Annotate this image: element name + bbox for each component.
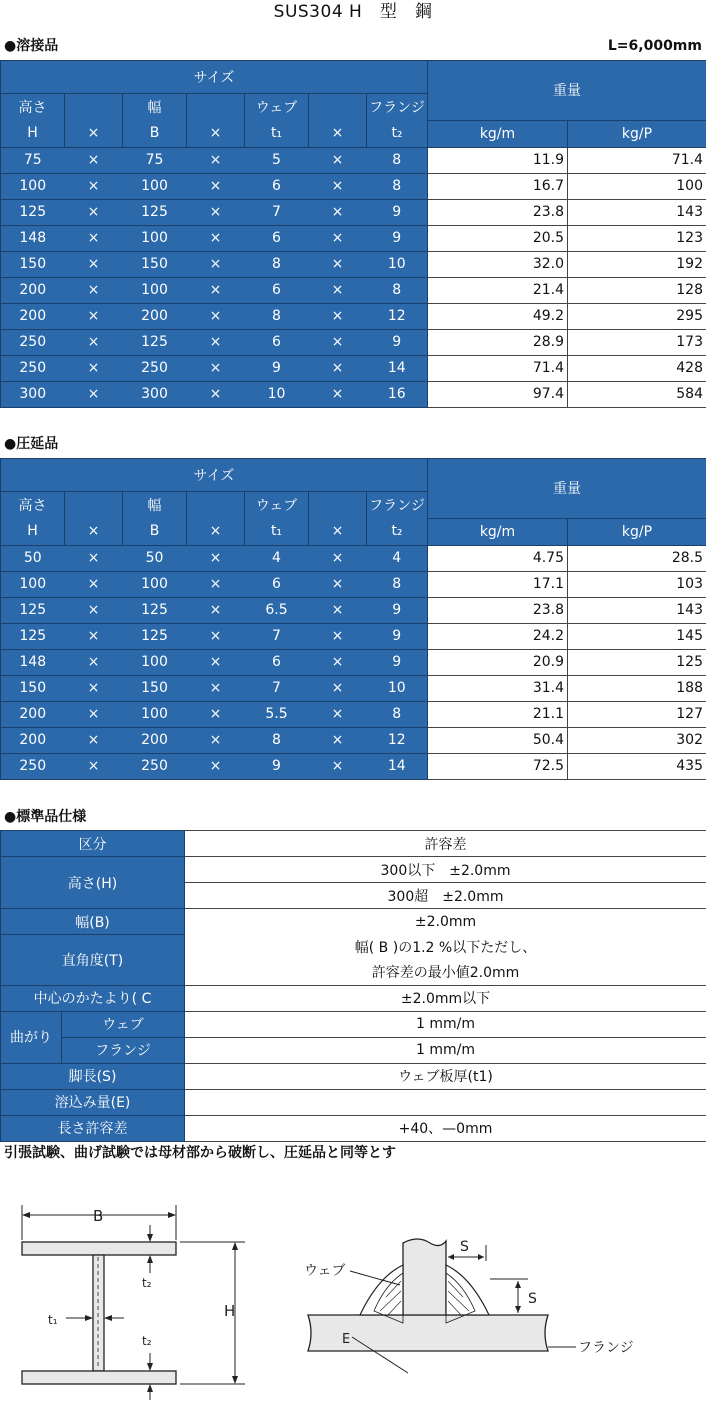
squareness-tol-2: 許容差の最小値2.0mm [185,960,706,986]
times-sign: × [187,381,245,407]
cell-t1: 6 [245,173,309,199]
bend-flange-label: フランジ [62,1037,185,1063]
cell-kgm: 16.7 [428,173,568,199]
flange-label: フランジ [367,94,428,121]
bend-web-tol: 1 mm/m [185,1011,706,1037]
cell-h: 200 [1,277,65,303]
cell-kgm: 32.0 [428,251,568,277]
cell-b: 50 [123,545,187,571]
table-row [1,303,706,329]
cell-kgm: 17.1 [428,571,568,597]
times-sign: × [309,727,367,753]
table-row [1,173,706,199]
label-t2-bottom: t₂ [142,1334,152,1348]
t2-symbol: t₂ [367,518,428,545]
table-row [1,675,706,701]
times-sign: × [65,120,123,147]
t2-symbol: t₂ [367,120,428,147]
cell-kgm: 23.8 [428,597,568,623]
times-sign: × [309,199,367,225]
times-sign: × [309,147,367,173]
cell-t1: 7 [245,623,309,649]
weight-header: 重量 [428,459,706,519]
times-sign: × [65,675,123,701]
cell-t1: 8 [245,303,309,329]
times-sign: × [65,147,123,173]
cell-b: 200 [123,727,187,753]
cell-t2: 9 [367,199,428,225]
cell-b: 100 [123,701,187,727]
label-s-side: S [528,1291,537,1307]
cell-h: 200 [1,701,65,727]
cell-kgp: 188 [568,675,706,701]
b-symbol: B [123,518,187,545]
cell-h: 100 [1,571,65,597]
width-label: 幅 [123,492,187,519]
cell-b: 75 [123,147,187,173]
times-sign: × [187,173,245,199]
cell-h: 150 [1,675,65,701]
width-spec-label: 幅(B) [1,909,185,935]
times-sign: × [187,518,245,545]
label-t2-top: t₂ [142,1276,152,1290]
test-note: 引張試験、曲げ試験では母材部から破断し、圧延品と同等とす [4,1145,396,1161]
width-tol: ±2.0mm [185,909,706,935]
kgp-header: kg/P [568,120,706,147]
rolled-table-header [1,459,706,546]
times-sign: × [309,381,367,407]
cell-t2: 10 [367,675,428,701]
cell-h: 100 [1,173,65,199]
welded-section-label: ●溶接品 [4,38,59,54]
cell-kgp: 28.5 [568,545,706,571]
times-sign: × [65,277,123,303]
times-sign: × [65,329,123,355]
tolerance-header: 許容差 [185,831,706,857]
times-sign: × [65,355,123,381]
size-header: サイズ [1,61,428,94]
cell-b: 150 [123,251,187,277]
cell-t2: 12 [367,727,428,753]
kgp-header: kg/P [568,518,706,545]
cell-t2: 12 [367,303,428,329]
cell-h: 125 [1,623,65,649]
cell-t2: 4 [367,545,428,571]
table-row [1,147,706,173]
cell-kgp: 295 [568,303,706,329]
cell-kgp: 103 [568,571,706,597]
spec-table [0,830,706,1142]
cell-b: 100 [123,173,187,199]
label-s-top: S [460,1239,469,1255]
times-sign: × [65,381,123,407]
label-web: ウェブ [304,1263,346,1279]
web-plate [403,1239,446,1315]
cell-b: 100 [123,277,187,303]
table-row [1,199,706,225]
cell-kgp: 71.4 [568,147,706,173]
times-sign: × [187,701,245,727]
cell-t1: 6 [245,277,309,303]
times-sign: × [309,649,367,675]
times-sign: × [309,225,367,251]
cell-kgm: 20.9 [428,649,568,675]
table-row [1,649,706,675]
t1-symbol: t₁ [245,120,309,147]
times-sign: × [65,199,123,225]
cell-t2: 14 [367,753,428,779]
times-sign: × [309,571,367,597]
cell-kgp: 145 [568,623,706,649]
times-sign: × [65,753,123,779]
cell-t1: 6.5 [245,597,309,623]
times-sign: × [309,518,367,545]
times-sign: × [187,623,245,649]
times-sign: × [187,147,245,173]
cell-kgp: 143 [568,597,706,623]
cell-b: 100 [123,571,187,597]
squareness-label: 直角度(T) [1,935,185,986]
flange-label: フランジ [367,492,428,519]
cell-b: 200 [123,303,187,329]
cell-h: 148 [1,649,65,675]
times-sign: × [309,173,367,199]
table-row [1,329,706,355]
times-sign: × [187,675,245,701]
cell-t1: 5.5 [245,701,309,727]
cell-kgm: 23.8 [428,199,568,225]
cell-h: 75 [1,147,65,173]
times-sign: × [65,545,123,571]
times-sign: × [309,753,367,779]
cell-t1: 6 [245,571,309,597]
table-row [1,225,706,251]
times-sign: × [309,251,367,277]
cell-kgm: 72.5 [428,753,568,779]
cell-t1: 4 [245,545,309,571]
height-tol-2: 300超 ±2.0mm [185,883,706,909]
length-label: L=6,000mm [607,38,702,54]
cell-kgm: 21.4 [428,277,568,303]
cell-t1: 8 [245,251,309,277]
cell-t2: 16 [367,381,428,407]
cell-t2: 9 [367,623,428,649]
cell-kgm: 11.9 [428,147,568,173]
height-tol-1: 300以下 ±2.0mm [185,857,706,883]
cell-h: 250 [1,329,65,355]
times-sign: × [309,303,367,329]
cell-t2: 9 [367,649,428,675]
times-sign: × [65,303,123,329]
cell-kgm: 50.4 [428,727,568,753]
table-row [1,597,706,623]
times-sign: × [309,623,367,649]
cell-b: 125 [123,329,187,355]
cell-t1: 9 [245,753,309,779]
label-t1: t₁ [48,1313,58,1327]
cell-b: 125 [123,623,187,649]
cell-kgm: 20.5 [428,225,568,251]
cell-kgm: 31.4 [428,675,568,701]
b-symbol: B [123,120,187,147]
label-b: B [93,1207,104,1225]
h-beam-diagram [0,1185,280,1411]
cell-b: 250 [123,753,187,779]
times-sign: × [187,277,245,303]
cell-h: 200 [1,303,65,329]
times-sign: × [309,545,367,571]
times-sign: × [187,355,245,381]
leg-length-tol: ウェブ板厚(t1) [185,1063,706,1089]
cell-t1: 7 [245,675,309,701]
cell-t2: 9 [367,329,428,355]
length-tol-label: 長さ許容差 [1,1115,185,1141]
times-sign: × [65,701,123,727]
cell-kgm: 97.4 [428,381,568,407]
cell-b: 300 [123,381,187,407]
penetration-label: 溶込み量(E) [1,1089,185,1115]
times-sign: × [65,623,123,649]
cell-kgp: 173 [568,329,706,355]
cell-t1: 6 [245,329,309,355]
cell-kgm: 21.1 [428,701,568,727]
times-sign: × [309,120,367,147]
page-title: SUS304 H 型 鋼 [273,2,433,22]
table-row [1,753,706,779]
times-sign: × [187,545,245,571]
cell-kgp: 584 [568,381,706,407]
times-sign: × [187,303,245,329]
cell-kgp: 128 [568,277,706,303]
height-label: 高さ [1,94,65,121]
weight-header: 重量 [428,61,706,121]
squareness-tol-1: 幅( B )の1.2 %以下ただし、 [185,935,706,960]
cell-t2: 8 [367,277,428,303]
cell-h: 125 [1,597,65,623]
cell-t2: 8 [367,147,428,173]
height-label: 高さ [1,492,65,519]
cell-h: 148 [1,225,65,251]
cell-kgm: 49.2 [428,303,568,329]
cell-b: 150 [123,675,187,701]
cell-kgp: 100 [568,173,706,199]
leg-length-label: 脚長(S) [1,1063,185,1089]
size-header: サイズ [1,459,428,492]
rolled-table [0,458,706,780]
cell-h: 200 [1,727,65,753]
times-sign: × [65,225,123,251]
penetration-tol [185,1089,706,1115]
times-sign: × [187,649,245,675]
web-label: ウェブ [245,94,309,121]
cell-t2: 14 [367,355,428,381]
times-sign: × [187,597,245,623]
table-row [1,355,706,381]
cell-kgm: 71.4 [428,355,568,381]
cell-kgm: 28.9 [428,329,568,355]
cell-t2: 8 [367,571,428,597]
cell-kgp: 192 [568,251,706,277]
times-sign: × [309,597,367,623]
category-header: 区分 [1,831,185,857]
cell-t1: 10 [245,381,309,407]
welded-table-body [1,147,706,407]
cell-kgp: 127 [568,701,706,727]
welded-table [0,60,706,408]
cell-t2: 9 [367,597,428,623]
cell-t1: 9 [245,355,309,381]
offset-label: 中心のかたより( C [1,985,185,1011]
times-sign: × [309,701,367,727]
cell-kgp: 302 [568,727,706,753]
times-sign: × [187,120,245,147]
times-sign: × [65,571,123,597]
times-sign: × [65,727,123,753]
cell-t2: 10 [367,251,428,277]
rolled-section-label: ●圧延品 [4,436,59,452]
cell-b: 100 [123,225,187,251]
cell-kgp: 123 [568,225,706,251]
web-label: ウェブ [245,492,309,519]
table-row [1,381,706,407]
cell-h: 300 [1,381,65,407]
cell-h: 150 [1,251,65,277]
cell-h: 50 [1,545,65,571]
cell-kgm: 24.2 [428,623,568,649]
cell-b: 125 [123,597,187,623]
height-spec-label: 高さ(H) [1,857,185,909]
times-sign: × [187,199,245,225]
weld-detail-diagram [290,1225,690,1385]
table-row [1,571,706,597]
length-tol: +40、—0mm [185,1115,706,1141]
table-row [1,623,706,649]
cell-t1: 6 [245,649,309,675]
bend-flange-tol: 1 mm/m [185,1037,706,1063]
h-symbol: H [1,518,65,545]
times-sign: × [187,753,245,779]
cell-kgp: 125 [568,649,706,675]
cell-t2: 8 [367,701,428,727]
table-row [1,277,706,303]
cell-t1: 6 [245,225,309,251]
web [93,1255,104,1371]
rolled-table-body [1,545,706,779]
top-flange [22,1242,176,1255]
table-row [1,701,706,727]
cell-kgp: 143 [568,199,706,225]
bottom-flange [22,1371,176,1384]
bend-label: 曲がり [1,1011,62,1063]
times-sign: × [187,225,245,251]
times-sign: × [187,571,245,597]
spec-section-label: ●標準品仕様 [4,809,87,825]
kgm-header: kg/m [428,120,568,147]
times-sign: × [65,649,123,675]
cell-b: 250 [123,355,187,381]
times-sign: × [309,277,367,303]
table-row [1,727,706,753]
label-flange: フランジ [578,1340,634,1356]
times-sign: × [65,518,123,545]
times-sign: × [65,173,123,199]
cell-b: 100 [123,649,187,675]
t1-symbol: t₁ [245,518,309,545]
cell-t1: 8 [245,727,309,753]
label-h: H [224,1302,236,1320]
cell-t2: 9 [367,225,428,251]
cell-kgp: 428 [568,355,706,381]
times-sign: × [309,329,367,355]
times-sign: × [187,727,245,753]
cell-kgm: 4.75 [428,545,568,571]
table-row [1,251,706,277]
times-sign: × [309,355,367,381]
cell-h: 125 [1,199,65,225]
label-e: E [342,1332,351,1347]
welded-table-header [1,61,706,148]
cell-t2: 8 [367,173,428,199]
cell-t1: 5 [245,147,309,173]
times-sign: × [65,251,123,277]
cell-t1: 7 [245,199,309,225]
cell-b: 125 [123,199,187,225]
times-sign: × [187,329,245,355]
table-row [1,545,706,571]
times-sign: × [187,251,245,277]
times-sign: × [309,675,367,701]
bend-web-label: ウェブ [62,1011,185,1037]
cell-h: 250 [1,753,65,779]
kgm-header: kg/m [428,518,568,545]
offset-tol: ±2.0mm以下 [185,985,706,1011]
cell-kgp: 435 [568,753,706,779]
cell-h: 250 [1,355,65,381]
h-symbol: H [1,120,65,147]
width-label: 幅 [123,94,187,121]
times-sign: × [65,597,123,623]
